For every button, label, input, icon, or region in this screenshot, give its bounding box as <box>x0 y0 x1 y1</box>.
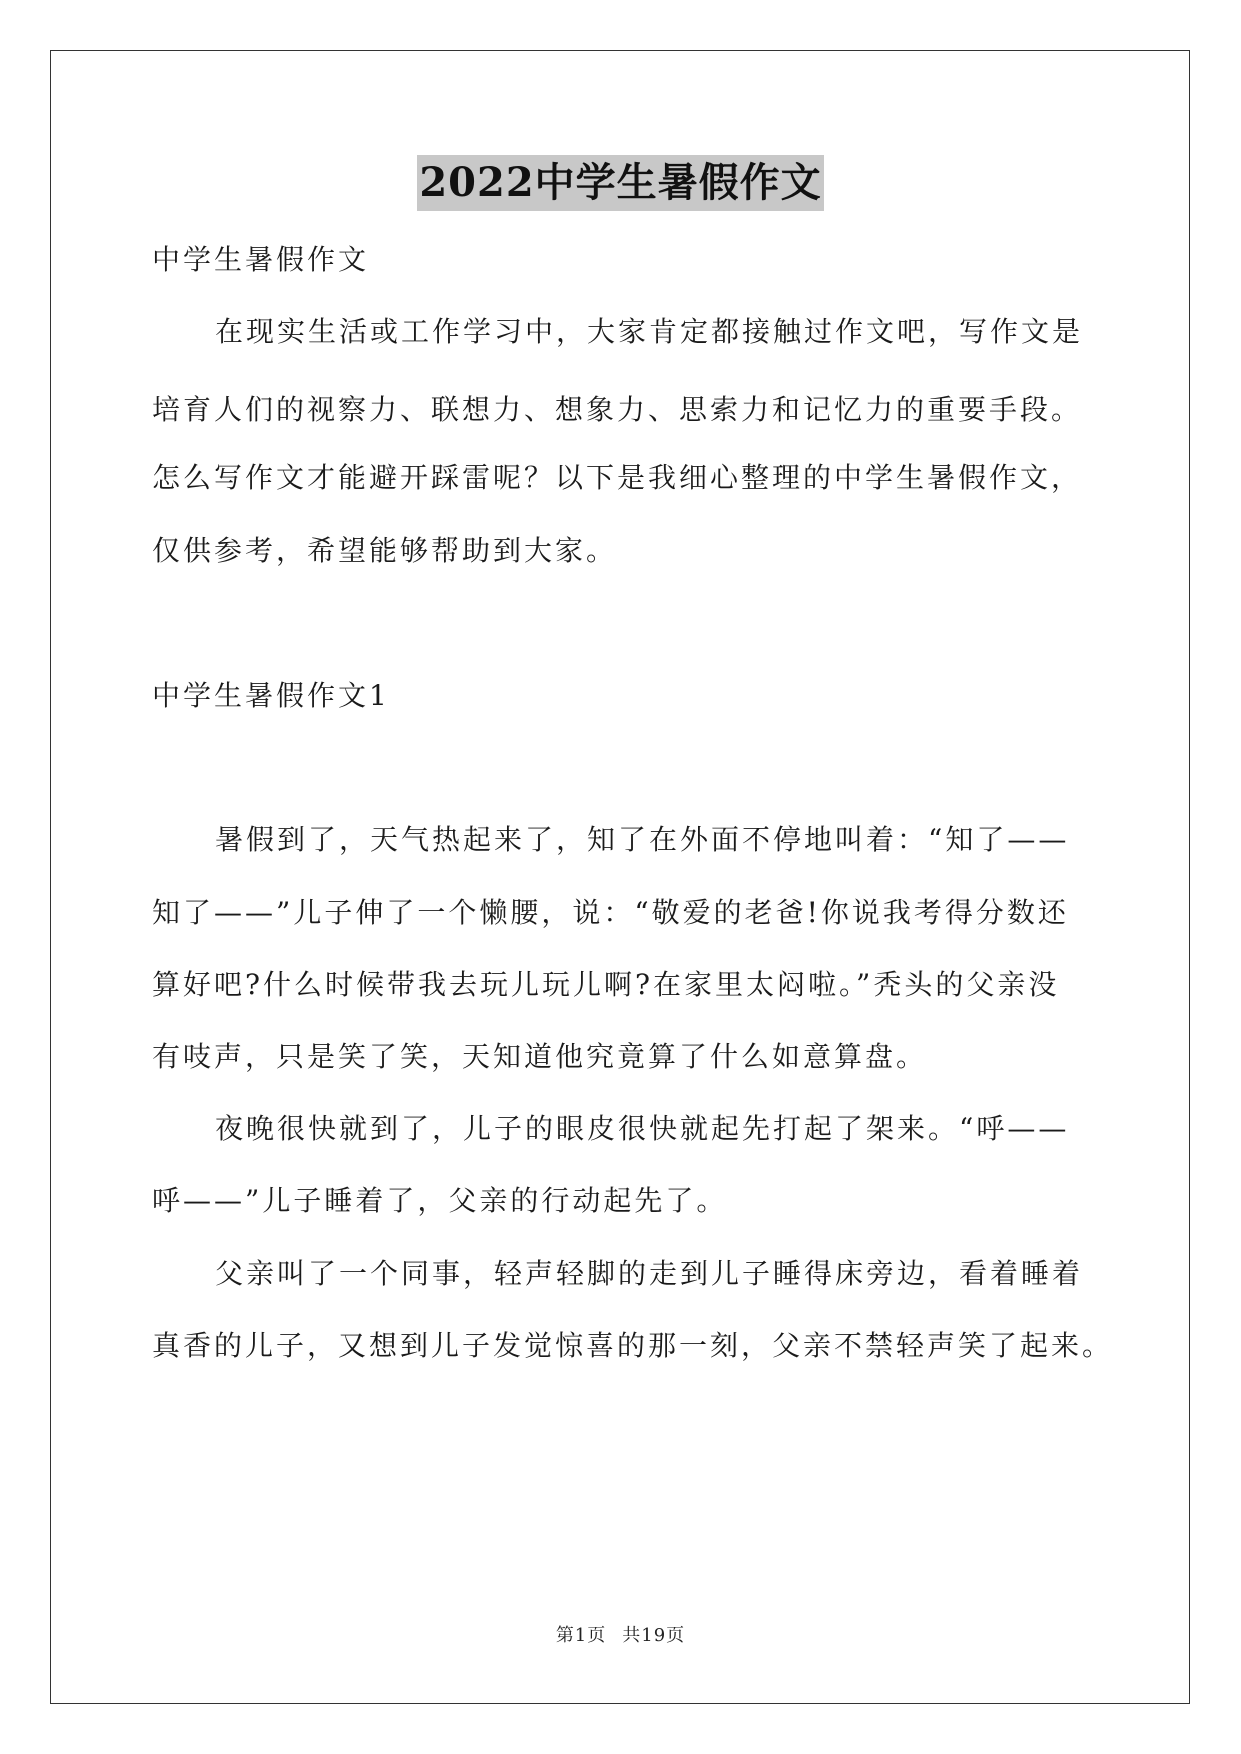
paragraph-line: 知了——”儿子伸了一个懒腰，说：“敬爱的老爸!你说我考得分数还 <box>152 896 1069 929</box>
paragraph-line: 仅供参考，希望能够帮助到大家。 <box>152 534 618 567</box>
paragraph-line: 有吱声，只是笑了笑，天知道他究竟算了什么如意算盘。 <box>152 1040 928 1073</box>
section-heading: 中学生暑假作文1 <box>152 679 390 712</box>
paragraph-line: 呼——”儿子睡着了，父亲的行动起先了。 <box>152 1184 728 1217</box>
paragraph-line: 父亲叫了一个同事，轻声轻脚的走到儿子睡得床旁边，看着睡着 <box>215 1257 1084 1290</box>
subtitle: 中学生暑假作文 <box>152 243 370 276</box>
paragraph-line: 培育人们的视察力、联想力、想象力、思索力和记忆力的重要手段。 <box>152 393 1083 426</box>
page-footer <box>0 1624 1241 1648</box>
document-title: 2022中学生暑假作文 <box>417 155 823 211</box>
paragraph-line: 怎么写作文才能避开踩雷呢？以下是我细心整理的中学生暑假作文， <box>152 461 1083 494</box>
paragraph-line: 真香的儿子，又想到儿子发觉惊喜的那一刻，父亲不禁轻声笑了起来。 <box>152 1329 1114 1362</box>
page-total: 共19页 <box>622 1625 686 1646</box>
paragraph-line: 在现实生活或工作学习中，大家肯定都接触过作文吧，写作文是 <box>215 315 1084 348</box>
page-border <box>50 50 1190 1704</box>
page-number: 第1页 <box>555 1625 607 1646</box>
paragraph-line: 算好吧?什么时候带我去玩儿玩儿啊?在家里太闷啦。”秃头的父亲没 <box>152 968 1060 1001</box>
paragraph-line: 夜晚很快就到了，儿子的眼皮很快就起先打起了架来。“呼—— <box>215 1112 1070 1145</box>
paragraph-line: 暑假到了，天气热起来了，知了在外面不停地叫着：“知了—— <box>215 823 1070 856</box>
title-container <box>0 155 1241 211</box>
